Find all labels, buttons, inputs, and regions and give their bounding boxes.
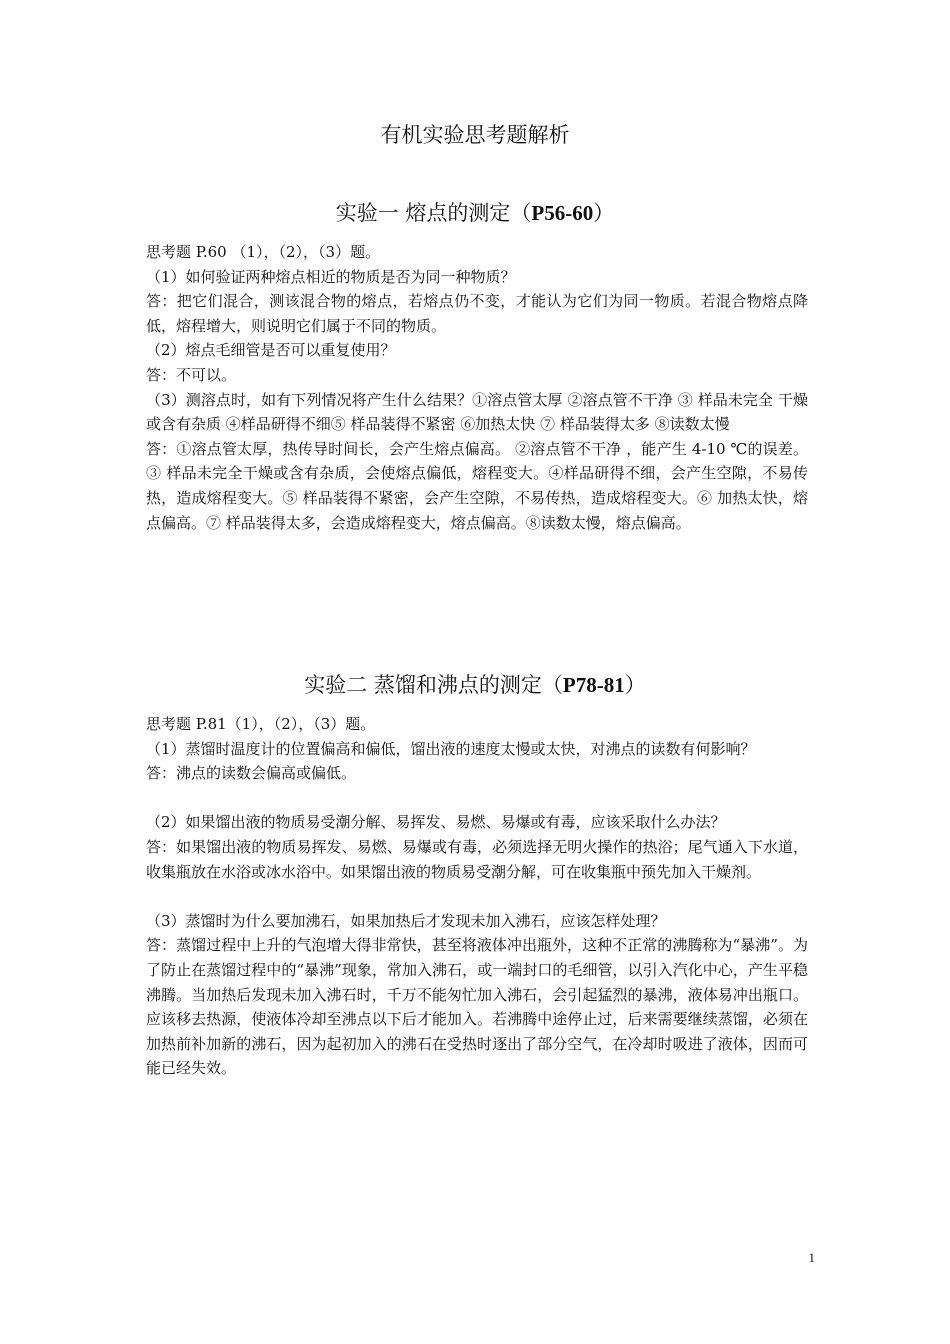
section-heading-close: ） (593, 201, 615, 225)
section-heading-page-ref: P56-60 (531, 201, 594, 225)
answer-1: 答：沸点的读数会偏高或偏低。 (146, 764, 357, 783)
question-3: （3）蒸馏时为什么要加沸石，如果加热后才发现未加入沸石，应该怎样处理？ (146, 911, 666, 930)
section-body-experiment-2 (146, 712, 808, 1081)
document-title: 有机实验思考题解析 (380, 123, 570, 147)
answer-1: 答：把它们混合，测该混合物的熔点，若熔点仍不变，才能认为它们为同一物质。若混合物熔点降低，熔程增大，则说明它们属于不同的物质。 (146, 292, 808, 335)
section-heading-close: ） (624, 673, 646, 697)
paragraph-gap (146, 884, 808, 909)
paragraph-gap (146, 786, 808, 811)
question-3: （3）测溶点时，如有下列情况将产生什么结果？①溶点管太厚 ②溶点管不干净 ③ 样品未完全 干燥或含有杂质 ④样品研得不细⑤ 样品装得不紧密 ⑥加热太快 ⑦ 样品装得太多 ⑧读数太慢 (146, 390, 808, 434)
section-heading-text: 实验二 蒸馏和沸点的测定（ (304, 673, 563, 697)
section-heading-experiment-1 (0, 198, 950, 228)
answer-3: 答：蒸馏过程中上升的气泡增大得非常快，甚至将液体冲出瓶外，这种不正常的沸腾称为“暴沸”。为了防止在蒸馏过程中的“暴沸”现象，常加入沸石，或一端封口的毛细管，以引入汽化中心，产生平稳沸腾。当加热后发现未加入沸石时，千万不能匆忙加入沸石，会引起猛烈的暴沸，液体易冲出瓶口。应该移去热源，使液体冷却至沸点以下后才能加入。若沸腾中途停止过，后来需要继续蒸馏，必须在加热前补加新的沸石，因为起初加入的沸石在受热时逐出了部分空气，在冷却时吸进了液体，因而可能已经失效。 (146, 936, 808, 1078)
questions-intro: 思考题 P.60 （1），（2），（3）题。 (146, 243, 381, 261)
question-1: （1）蒸馏时温度计的位置偏高和偏低，馏出液的速度太慢或太快，对沸点的读数有何影响？ (146, 739, 756, 758)
section-heading-page-ref: P78-81 (562, 673, 625, 697)
question-2: （2）如果馏出液的物质易受潮分解、易挥发、易燃、易爆或有毒，应该采取什么办法？ (146, 813, 726, 832)
answer-2: 答：如果馏出液的物质易挥发、易燃、易爆或有毒，必须选择无明火操作的热浴；尾气通入下水道，收集瓶放在水浴或冰水浴中。如果馏出液的物质易受潮分解，可在收集瓶中预先加入干燥剂。 (146, 837, 808, 881)
section-heading-text: 实验一 熔点的测定（ (335, 201, 532, 225)
answer-2: 答：不可以。 (146, 365, 237, 384)
questions-intro: 思考题 P.81（1），（2），（3）题。 (146, 715, 376, 733)
section-body-experiment-1 (146, 240, 808, 535)
page-number: 1 (808, 1250, 815, 1265)
question-1: （1）如何验证两种熔点相近的物质是否为同一种物质？ (146, 267, 516, 286)
question-2: （2）熔点毛细管是否可以重复使用？ (146, 341, 396, 360)
answer-3: 答：①溶点管太厚，热传导时间长，会产生熔点偏高。 ②溶点管不干净 ，能产生 4-10 ℃的误差。③ 样品未完全干燥或含有杂质，会使熔点偏低，熔程变大。④样品研得不细，会产生空隙，不易传热，造成熔程变大。⑤ 样品装得不紧密，会产生空隙，不易传热，造成熔程变大。⑥ 加热太快，熔点偏高。⑦ 样品装得太多，会造成熔程变大，熔点偏高。⑧读数太慢，熔点偏高。 (146, 439, 808, 532)
section-heading-experiment-2 (0, 670, 950, 700)
